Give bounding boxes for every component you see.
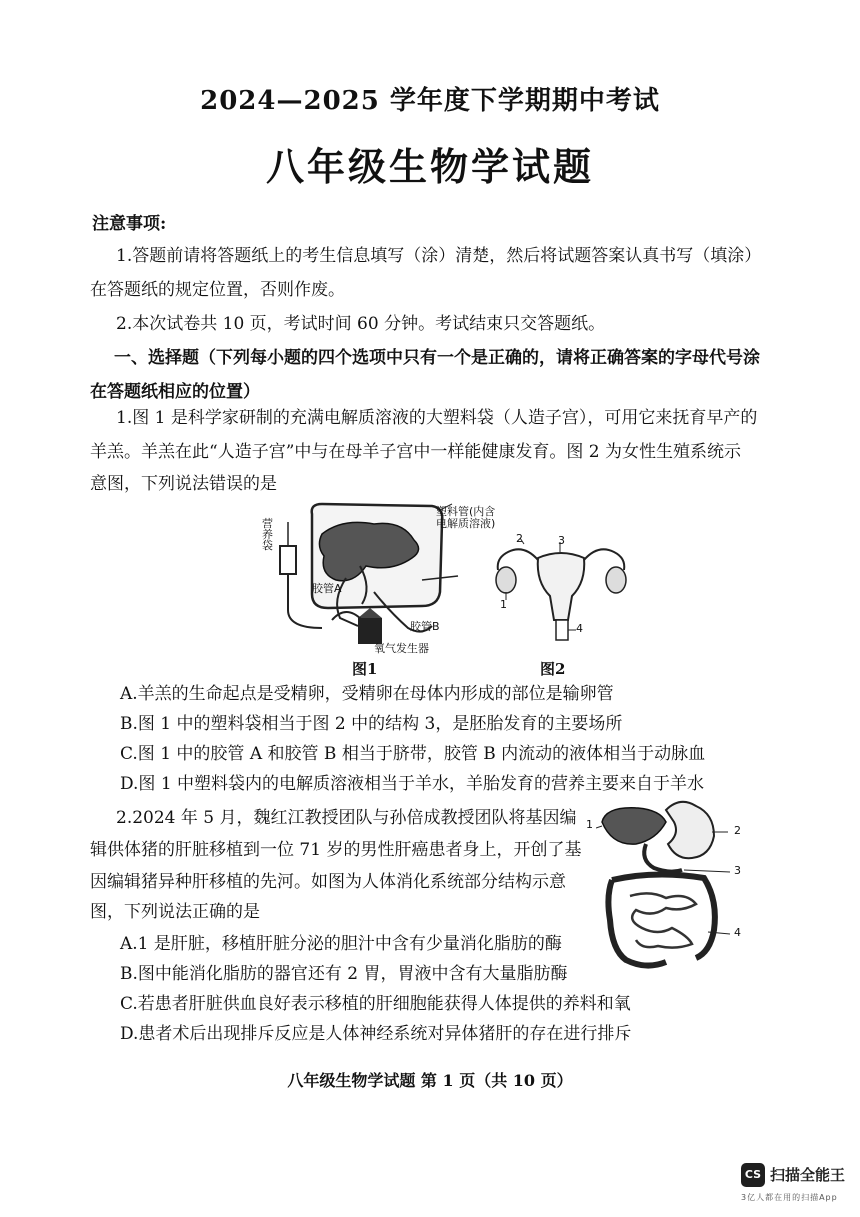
- q1-line1: 1.图 1 是科学家研制的充满电解质溶液的大塑料袋（人造子宫），可用它来抚育早产的: [116, 408, 758, 428]
- notice-item1-line1: 1.答题前请将答题纸上的考生信息填写（涂）清楚，然后将试题答案认真书写（填涂）: [116, 246, 762, 266]
- fig1-caption: 图1: [352, 660, 378, 678]
- q2-option-d: D.患者术后出现排斥反应是人体神经系统对异体猪肝的存在进行排斥: [120, 1024, 632, 1044]
- figure-digestive-system: [596, 800, 746, 972]
- camscanner-tagline: 3亿人都在用的扫描App: [741, 1193, 838, 1202]
- q2-line3: 因编辑猪异种肝移植的先河。如图为人体消化系统部分结构示意: [90, 872, 566, 892]
- notice-heading: 注意事项:: [92, 214, 167, 234]
- q2-option-b: B.图中能消化脂肪的器官还有 2 胃，胃液中含有大量脂肪酶: [120, 964, 568, 984]
- q1-line3: 意图，下列说法错误的是: [90, 474, 277, 494]
- fig1-label-nutrient: 营养袋: [262, 517, 273, 552]
- fig2-caption: 图2: [540, 660, 566, 678]
- fig2-label-3: 3: [558, 534, 565, 547]
- q1-option-a: A.羊羔的生命起点是受精卵，受精卵在母体内形成的部位是输卵管: [120, 684, 614, 704]
- page-footer: 八年级生物学试题 第 1 页（共 10 页）: [287, 1071, 573, 1090]
- q2-option-a: A.1 是肝脏，移植肝脏分泌的胆汁中含有少量消化脂肪的酶: [120, 934, 562, 954]
- q1-option-d: D.图 1 中塑料袋内的电解质溶液相当于羊水，羊胎发育的营养主要来自于羊水: [120, 774, 705, 794]
- q2-line1: 2.2024 年 5 月，魏红江教授团队与孙倍成教授团队将基因编: [116, 808, 577, 828]
- fig2-label-1: 1: [500, 598, 507, 611]
- q2-line4: 图，下列说法正确的是: [90, 902, 260, 922]
- q1-line2: 羊羔。羊羔在此“人造子宫”中与在母羊子宫中一样能健康发育。图 2 为女性生殖系统示: [90, 442, 742, 462]
- digestive-label-4: 4: [734, 926, 741, 939]
- section1-line2: 在答题纸相应的位置）: [90, 382, 260, 402]
- section1-line1: 一、选择题（下列每小题的四个选项中只有一个是正确的，请将正确答案的字母代号涂: [114, 348, 760, 368]
- fig1-label-tube-a: 胶管A: [312, 582, 342, 595]
- camscanner-logo: CS: [741, 1163, 765, 1187]
- notice-item2: 2.本次试卷共 10 页，考试时间 60 分钟。考试结束只交答题纸。: [116, 314, 606, 334]
- fig1-label-bag: 塑料管(内含电解质溶液): [436, 505, 496, 530]
- q2-option-c: C.若患者肝脏供血良好表示移植的肝细胞能获得人体提供的养料和氧: [120, 994, 631, 1014]
- digestive-label-2: 2: [734, 824, 741, 837]
- camscanner-brand: 扫描全能王: [770, 1166, 846, 1184]
- q1-option-b: B.图 1 中的塑料袋相当于图 2 中的结构 3，是胚胎发育的主要场所: [120, 714, 623, 734]
- notice-item1-line2: 在答题纸的规定位置，否则作废。: [90, 280, 345, 300]
- fig2-label-2: 2: [516, 532, 523, 545]
- exam-title: 2024—2025 学年度下学期期中考试: [200, 86, 660, 116]
- figure-female-reproductive-system: [486, 534, 636, 644]
- subject-title: 八年级生物学试题: [265, 144, 594, 189]
- fig1-label-tube-b: 胶管B: [410, 620, 440, 633]
- q1-option-c: C.图 1 中的胶管 A 和胶管 B 相当于脐带，胶管 B 内流动的液体相当于动脉血: [120, 744, 706, 764]
- digestive-label-3: 3: [734, 864, 741, 877]
- digestive-label-1: 1: [586, 818, 593, 831]
- q2-line2: 辑供体猪的肝脏移植到一位 71 岁的男性肝癌患者身上，开创了基: [90, 840, 582, 860]
- fig2-label-4: 4: [576, 622, 583, 635]
- fig1-label-oxygen: 氧气发生器: [374, 642, 429, 655]
